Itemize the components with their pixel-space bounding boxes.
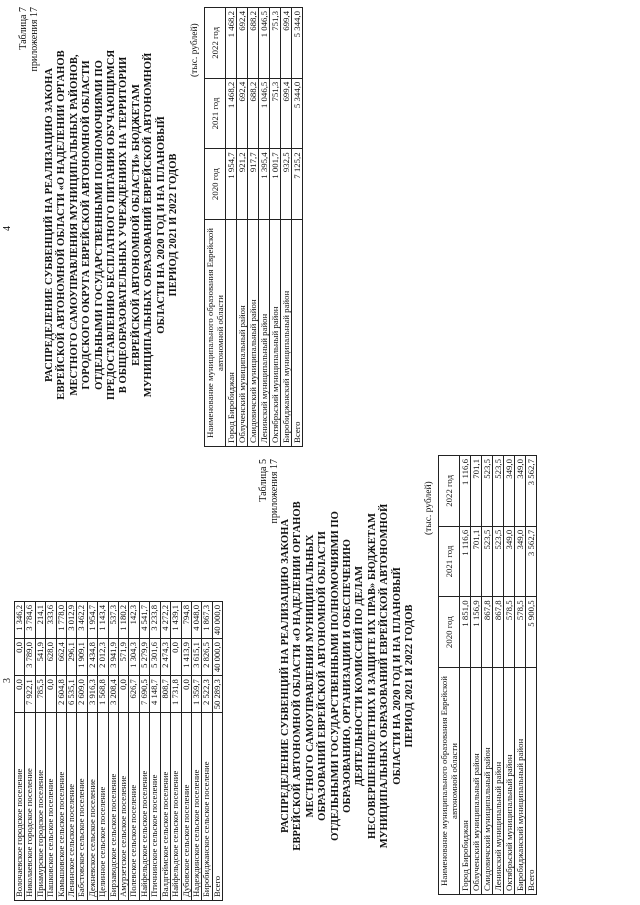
table7-label: Таблица 7 — [18, 7, 29, 50]
table7-value-cell: 688,2 — [248, 8, 259, 79]
settlement-name-cell: Птичнинское сельское поселение — [150, 713, 160, 901]
table7-row — [270, 8, 281, 447]
table5-title-line: ПЕРИОД 2021 И 2022 ГОДОВ — [404, 604, 416, 748]
settlement-row — [67, 602, 77, 901]
table5-value-cell: 523,5 — [482, 526, 493, 597]
table7-units: (тыс. рублей) — [190, 23, 200, 77]
settlement-value-cell: 1 346,2 — [15, 602, 25, 639]
table5-value-cell: 523,5 — [482, 456, 493, 527]
settlement-value-cell: 4 048,0 — [191, 602, 201, 639]
settlement-row — [108, 602, 118, 901]
settlement-row — [171, 602, 181, 901]
table7-value-cell: 692,4 — [237, 8, 248, 79]
table5-row — [504, 456, 515, 895]
table7-title-line: ЕВРЕЙСКОЙ АВТОНОМНОЙ ОБЛАСТИ» БЮДЖЕТАМ — [130, 84, 142, 366]
table7-row — [226, 8, 237, 447]
settlement-value-cell: 1 359,7 — [191, 676, 201, 713]
table7-row — [237, 8, 248, 447]
table5-value-cell: 523,5 — [493, 456, 504, 527]
settlement-value-cell: 40 000,0 — [212, 602, 222, 639]
table5-name-cell: Биробиджанский муниципальный район — [515, 668, 526, 895]
settlement-name-cell: Бабстовское сельское поселение — [77, 713, 87, 901]
settlement-row — [212, 602, 222, 901]
table5-value-cell: 349,0 — [515, 456, 526, 527]
table5-value-cell: 701,1 — [471, 456, 482, 527]
table5-header-row — [439, 456, 460, 895]
table7-value-cell: 5 344,0 — [292, 78, 303, 149]
settlement-row — [77, 602, 87, 901]
table7-header-2021: 2021 год — [205, 78, 226, 149]
table7-title-line: ОБЛАСТИ НА 2020 ГОД И НА ПЛАНОВЫЙ — [155, 116, 167, 334]
table7-value-cell: 7 125,2 — [292, 149, 303, 220]
settlement-value-cell: 3 789,0 — [25, 639, 35, 676]
settlement-value-cell: 3 208,4 — [108, 676, 118, 713]
table7-title-line: МУНИЦИПАЛЬНЫХ ОБРАЗОВАНИЙ ЕВРЕЙСКОЙ АВТОНОМНОЙ — [143, 52, 155, 398]
table7-value-cell: 1 468,2 — [226, 78, 237, 149]
settlement-value-cell: 2 522,3 — [202, 676, 212, 713]
settlement-value-cell: 2 434,8 — [87, 639, 97, 676]
page-number: 4 — [2, 226, 13, 231]
settlement-value-cell: 5 301,6 — [150, 639, 160, 676]
table5-value-cell: 1 116,6 — [460, 456, 471, 527]
settlement-row — [98, 602, 108, 901]
table5-header-2022: 2022 год — [439, 456, 460, 527]
table7-value-cell: 751,3 — [270, 78, 281, 149]
table5-value-cell: 349,0 — [515, 526, 526, 597]
table5-label-block — [258, 459, 280, 575]
settlement-value-cell: 3 941,9 — [108, 639, 118, 676]
table5-name-cell: Смидовичский муниципальный район — [482, 668, 493, 895]
settlement-row — [25, 602, 35, 901]
settlement-name-cell: Валдгеймское сельское поселение — [160, 713, 170, 901]
settlement-value-cell: 0,0 — [15, 639, 25, 676]
settlement-value-cell: 1 304,3 — [129, 639, 139, 676]
table7-title-line: РАСПРЕДЕЛЕНИЕ СУБВЕНЦИЙ НА РЕАЛИЗАЦИЮ ЗАКОНА — [44, 68, 55, 383]
table5-row — [471, 456, 482, 895]
table5-row — [493, 456, 504, 895]
settlement-value-cell: 626,7 — [129, 676, 139, 713]
table5-value-cell: 349,0 — [504, 456, 515, 527]
table5-value-cell: 867,8 — [482, 597, 493, 668]
page-number: 3 — [2, 678, 13, 683]
table7-title-line: ПРЕДОСТАВЛЕНИЮ БЕСПЛАТНОГО ПИТАНИЯ ОБУЧАЮЩИМСЯ — [106, 49, 118, 401]
table5-value-cell: 701,1 — [471, 526, 482, 597]
settlement-value-cell: 2 474,3 — [160, 639, 170, 676]
settlement-value-cell: 2 012,3 — [98, 639, 108, 676]
settlement-value-cell: 1 867,3 — [202, 602, 212, 639]
settlement-value-cell: 3 012,9 — [67, 602, 77, 639]
settlement-value-cell: 2 609,0 — [77, 676, 87, 713]
table7-value-cell: 917,7 — [248, 149, 259, 220]
settlement-value-cell: 4 541,7 — [139, 602, 149, 639]
table5-row — [526, 456, 537, 895]
settlement-row — [191, 602, 201, 901]
settlement-row — [56, 602, 66, 901]
table7-value-cell: 1 954,7 — [226, 149, 237, 220]
table7-row — [248, 8, 259, 447]
table7-value-cell: 1 046,5 — [259, 78, 270, 149]
settlement-value-cell: 3 233,8 — [150, 602, 160, 639]
table7-title-line: ЕВРЕЙСКОЙ АВТОНОМНОЙ ОБЛАСТИ «О НАДЕЛЕНИИ ОРГАНОВ — [56, 50, 68, 400]
settlement-value-cell: 1 731,8 — [171, 676, 181, 713]
settlement-value-cell: 537,3 — [108, 602, 118, 639]
settlement-value-cell: 662,4 — [56, 639, 66, 676]
table5-title-line: ОБЛАСТИ НА 2020 ГОД И НА ПЛАНОВЫЙ — [391, 567, 403, 785]
table7-header-row — [205, 8, 226, 447]
table7-value-cell: 1 001,7 — [270, 149, 281, 220]
settlement-value-cell: 3 916,3 — [87, 676, 97, 713]
settlement-name-cell: Волочаевское городское поселение — [15, 713, 25, 901]
settlement-name-cell: Амурзетское сельское поселение — [119, 713, 129, 901]
table5-title — [280, 461, 416, 891]
settlement-row — [87, 602, 97, 901]
table5-title-line: РАСПРЕДЕЛЕНИЕ СУБВЕНЦИЙ НА РЕАЛИЗАЦИЮ ЗАКОНА — [280, 519, 291, 834]
table5-name-cell: Октябрьский муниципальный район — [504, 668, 515, 895]
settlement-value-cell: 1 778,0 — [56, 602, 66, 639]
table5-title-line: ОБРАЗОВАНИЮ, ОРГАНИЗАЦИИ И ОБЕСПЕЧЕНИЮ — [342, 539, 354, 813]
settlement-name-cell: Целинное сельское поселение — [98, 713, 108, 901]
settlement-row — [181, 602, 191, 901]
table7-value-cell: 1 468,2 — [226, 8, 237, 79]
settlement-value-cell: 1 954,7 — [87, 602, 97, 639]
table7-value-cell: 688,2 — [248, 78, 259, 149]
settlement-value-cell: 0,0 — [46, 676, 56, 713]
table7-row — [292, 8, 303, 447]
table5-row — [460, 456, 471, 895]
settlement-value-cell: 794,8 — [181, 602, 191, 639]
settlement-name-cell: Дубовское сельское поселение — [181, 713, 191, 901]
settlement-name-cell: Надеждинское сельское поселение — [191, 713, 201, 901]
settlement-value-cell: 571,9 — [119, 639, 129, 676]
table5-title-line: МУНИЦИПАЛЬНЫХ ОБРАЗОВАНИЙ ЕВРЕЙСКОЙ АВТОНОМНОЙ — [379, 503, 391, 849]
table7-name-cell: Биробиджанский муниципальный район — [281, 220, 292, 447]
table5-value-cell: 867,8 — [493, 597, 504, 668]
table5-appendix: приложения 17 — [269, 459, 280, 524]
table5-title-line: ОТДЕЛЬНЫМИ ГОСУДАРСТВЕННЫМИ ПОЛНОМОЧИЯМИ ПО — [329, 511, 341, 841]
table7-label-block — [18, 7, 40, 123]
table7-value-cell: 699,4 — [281, 8, 292, 79]
table7-title-line: МЕСТНОГО САМОУПРАВЛЕНИЯ МУНИЦИПАЛЬНЫХ РАЙОНОВ, — [68, 54, 80, 396]
settlement-row — [119, 602, 129, 901]
table7-name-cell: Ленинский муниципальный район — [259, 220, 270, 447]
settlement-value-cell: 40 000,0 — [212, 639, 222, 676]
settlement-name-cell: Биробиджанское сельское поселение — [202, 713, 212, 901]
settlement-row — [160, 602, 170, 901]
table7-appendix: приложения 17 — [29, 7, 40, 72]
table7-name-cell: Смидовичский муниципальный район — [248, 220, 259, 447]
settlement-value-cell: 808,7 — [160, 676, 170, 713]
settlement-row — [129, 602, 139, 901]
table5-name-cell: Облученский муниципальный район — [471, 668, 482, 895]
table5-name-cell: Город Биробиджан — [460, 668, 471, 895]
settlement-value-cell: 1 180,2 — [119, 602, 129, 639]
settlement-value-cell: 2 604,8 — [56, 676, 66, 713]
table7-value-cell: 1 395,4 — [259, 149, 270, 220]
table7-name-cell: Всего — [292, 220, 303, 447]
settlement-value-cell: 1 143,4 — [98, 602, 108, 639]
table7-title — [44, 7, 180, 443]
table7-row — [259, 8, 270, 447]
table5-value-cell: 1 851,0 — [460, 597, 471, 668]
table7-value-cell: 5 344,0 — [292, 8, 303, 79]
table7-value-cell: 921,2 — [237, 149, 248, 220]
table5-name-cell: Всего — [526, 668, 537, 895]
settlement-row — [139, 602, 149, 901]
settlement-row — [202, 602, 212, 901]
table7-name-cell: Город Биробиджан — [226, 220, 237, 447]
settlement-value-cell: 0,0 — [119, 676, 129, 713]
table5-value-cell: 1 156,9 — [471, 597, 482, 668]
table5-value-cell: 3 562,7 — [526, 456, 537, 527]
table7-value-cell: 751,3 — [270, 8, 281, 79]
settlement-value-cell: 0,0 — [171, 639, 181, 676]
table5-value-cell: 523,5 — [493, 526, 504, 597]
table7-value-cell: 699,4 — [281, 78, 292, 149]
settlement-value-cell: 2 826,5 — [202, 639, 212, 676]
table7-title-line: В ОБЩЕОБРАЗОВАТЕЛЬНЫХ УЧРЕЖДЕНИЯХ НА ТЕРРИТОРИИ — [118, 56, 130, 394]
table7-title-line: ПЕРИОД 2021 И 2022 ГОДОВ — [168, 153, 180, 297]
settlement-name-cell: Ленинское сельское поселение — [67, 713, 77, 901]
settlement-value-cell: 4 272,2 — [160, 602, 170, 639]
settlement-value-cell: 214,1 — [35, 602, 45, 639]
settlement-value-cell: 3 615,1 — [191, 639, 201, 676]
table5-value-cell: 5 900,5 — [526, 597, 537, 668]
table5-value-cell: 349,0 — [504, 526, 515, 597]
settlement-name-cell: Николаевское городское поселение — [25, 713, 35, 901]
settlement-value-cell: 296,1 — [67, 639, 77, 676]
table7-header-name: Наименование муниципального образования Еврейской автономной области — [205, 220, 226, 447]
settlement-name-cell: Камышовское сельское поселение — [56, 713, 66, 901]
settlement-value-cell: 1 439,1 — [171, 602, 181, 639]
settlement-value-cell: 3 462,2 — [77, 602, 87, 639]
settlement-value-cell: 3 784,6 — [25, 602, 35, 639]
table5-value-cell: 578,5 — [515, 597, 526, 668]
table5-title-line: ЕВРЕЙСКОЙ АВТОНОМНОЙ ОБЛАСТИ «О НАДЕЛЕНИИ ОРГАНОВ — [292, 501, 304, 851]
settlement-name-cell: Бирзаводское сельское поселение — [108, 713, 118, 901]
settlement-value-cell: 628,0 — [46, 639, 56, 676]
settlement-value-cell: 4 148,7 — [150, 676, 160, 713]
settlement-name-cell: Найфельдское сельское поселение — [171, 713, 181, 901]
settlement-value-cell: 541,9 — [35, 639, 45, 676]
settlement-value-cell: 7 690,5 — [139, 676, 149, 713]
settlements-table-continuation — [14, 601, 223, 901]
table7-name-cell: Облученский муниципальный район — [237, 220, 248, 447]
table7-row — [281, 8, 292, 447]
table5-header-2020: 2020 год — [439, 597, 460, 668]
settlement-name-cell: Дежневское сельское поселение — [87, 713, 97, 901]
table5-title-line: ОБРАЗОВАНИЙ ЕВРЕЙСКОЙ АВТОНОМНОЙ ОБЛАСТИ — [317, 531, 329, 821]
table5-header-name: Наименование муниципального образования Еврейской автономной области — [439, 668, 460, 895]
settlement-value-cell: 1 909,1 — [77, 639, 87, 676]
table5-header-2021: 2021 год — [439, 526, 460, 597]
table5-row — [482, 456, 493, 895]
table5-value-cell: 578,5 — [504, 597, 515, 668]
settlement-value-cell: 1 413,9 — [181, 639, 191, 676]
table5-title-line: ДЕЯТЕЛЬНОСТИ КОМИССИЙ ПО ДЕЛАМ — [354, 565, 366, 787]
settlement-value-cell: 6 535,1 — [67, 676, 77, 713]
table7-value-cell: 932,5 — [281, 149, 292, 220]
table7-value-cell: 692,4 — [237, 78, 248, 149]
settlement-row — [150, 602, 160, 901]
table5-title-line: МЕСТНОГО САМОУПРАВЛЕНИЯ МУНИЦИПАЛЬНЫХ — [304, 534, 316, 818]
settlement-name-cell: Всего — [212, 713, 222, 901]
settlement-row — [46, 602, 56, 901]
table5-value-cell: 1 116,6 — [460, 526, 471, 597]
settlement-name-cell: Полевское сельское поселение — [129, 713, 139, 901]
table7-name-cell: Октябрьский муниципальный район — [270, 220, 281, 447]
table7 — [204, 7, 303, 447]
table7-value-cell: 1 046,5 — [259, 8, 270, 79]
settlement-value-cell: 50 289,3 — [212, 676, 222, 713]
settlement-value-cell: 142,3 — [129, 602, 139, 639]
settlement-value-cell: 1 568,8 — [98, 676, 108, 713]
settlement-row — [15, 602, 25, 901]
settlement-value-cell: 7 922,1 — [25, 676, 35, 713]
page-3 — [0, 453, 640, 905]
table5 — [438, 455, 537, 895]
settlement-name-cell: Найфельдское сельское поселение — [139, 713, 149, 901]
table5-title-line: НЕСОВЕРШЕННОЛЕТНИХ И ЗАЩИТЕ ИХ ПРАВ» БЮДЖЕТАМ — [366, 513, 378, 839]
settlement-value-cell: 785,5 — [35, 676, 45, 713]
table5-name-cell: Ленинский муниципальный район — [493, 668, 504, 895]
settlement-value-cell: 0,0 — [181, 676, 191, 713]
table7-header-2020: 2020 год — [205, 149, 226, 220]
settlement-name-cell: Пашковское сельское поселение — [46, 713, 56, 901]
table5-units: (тыс. рублей) — [424, 481, 434, 535]
table5-value-cell: 3 562,7 — [526, 526, 537, 597]
settlement-value-cell: 0,0 — [15, 676, 25, 713]
settlement-value-cell: 5 279,9 — [139, 639, 149, 676]
table7-title-line: ОТДЕЛЬНЫМИ ГОСУДАРСТВЕННЫМИ ПОЛНОМОЧИЯМИ ПО — [93, 60, 105, 390]
settlement-name-cell: Приамурское городское поселение — [35, 713, 45, 901]
settlement-value-cell: 333,6 — [46, 602, 56, 639]
table5-label: Таблица 5 — [258, 459, 269, 502]
settlement-row — [35, 602, 45, 901]
table7-title-line: ГОРОДСКОГО ОКРУГА ЕВРЕЙСКОЙ АВТОНОМНОЙ ОБЛАСТИ — [81, 60, 93, 390]
table5-row — [515, 456, 526, 895]
page-4 — [0, 1, 640, 453]
table7-header-2022: 2022 год — [205, 8, 226, 79]
